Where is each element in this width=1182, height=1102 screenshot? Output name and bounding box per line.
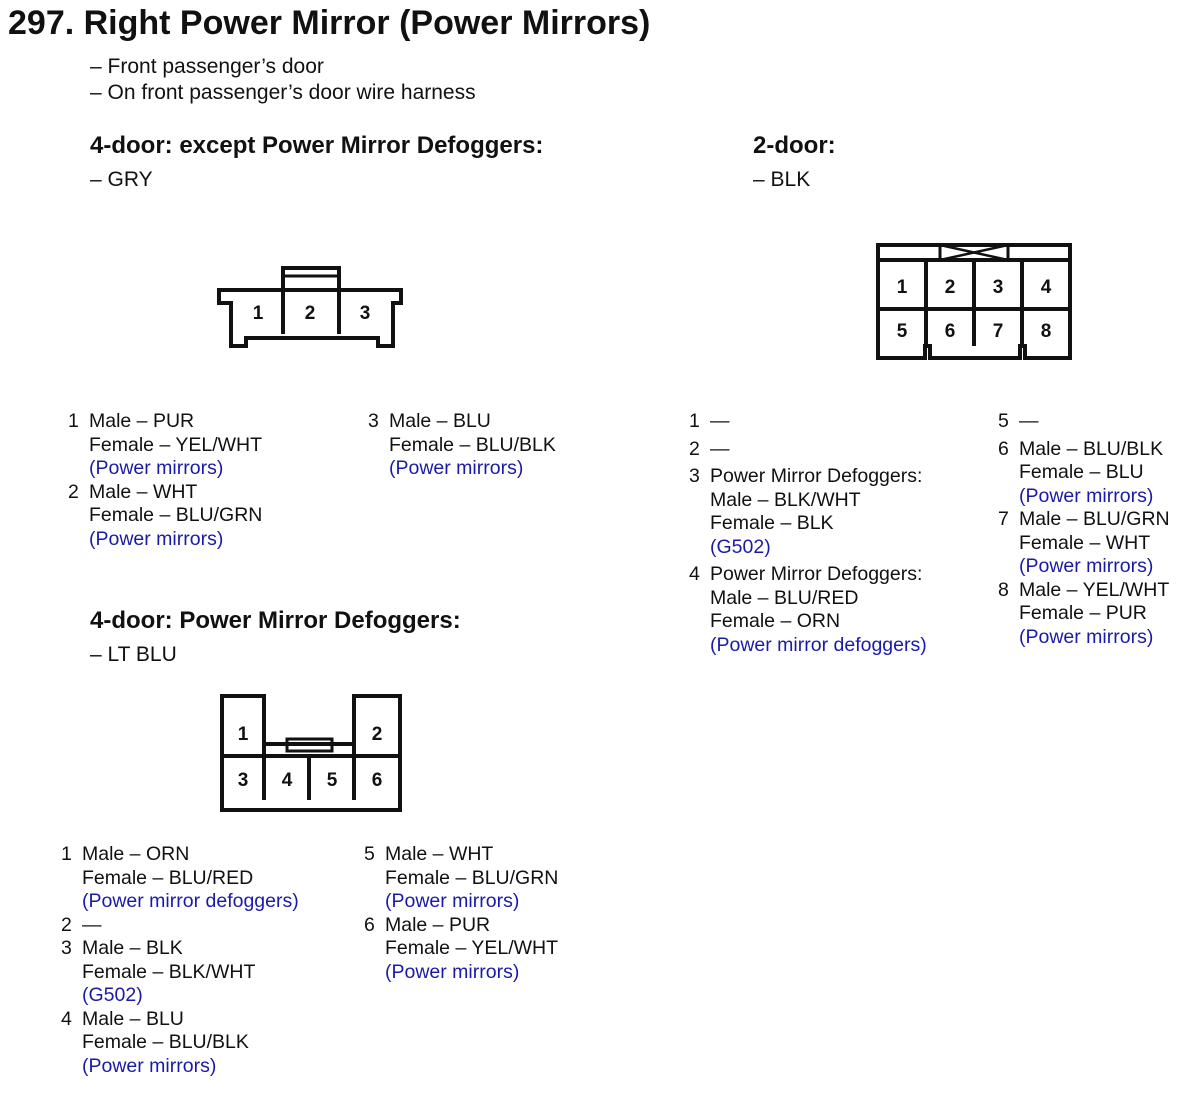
pin-entry: 4 Male – BLU Female – BLU/BLK (Power mirrors) xyxy=(61,1007,249,1077)
cavity-label: 5 xyxy=(896,321,908,342)
location-line: – On front passenger’s door wire harness xyxy=(90,81,476,104)
page-title: 297. Right Power Mirror (Power Mirrors) xyxy=(8,4,651,42)
pin-entry: 2 — xyxy=(689,437,730,460)
connector-a-diagram xyxy=(210,262,410,354)
pin-entry: 6 Male – BLU/BLK Female – BLU (Power mirrors) xyxy=(998,437,1164,507)
pin-entry: 2 — xyxy=(61,913,102,936)
pin-entry: 2 Male – WHT Female – BLU/GRN (Power mirrors) xyxy=(68,480,263,550)
section-b-title: 4-door: Power Mirror Defoggers: xyxy=(90,607,461,634)
cavity-label: 1 xyxy=(237,724,249,745)
pin-entry: 1 Male – PUR Female – YEL/WHT (Power mirrors) xyxy=(68,410,263,479)
pin-entry: 3 Male – BLK Female – BLK/WHT (G502) xyxy=(61,937,256,1006)
pin-entry: 7 Male – BLU/GRN Female – WHT (Power mirrors) xyxy=(998,508,1170,577)
connector-b-diagram xyxy=(214,690,408,818)
pin-entry: 4 Power Mirror Defoggers: Male – BLU/RED Female – ORN (Power mirror defoggers) xyxy=(689,563,927,656)
cavity-label: 6 xyxy=(944,321,956,342)
location-line: – Front passenger’s door xyxy=(90,55,324,78)
pin-entry: 5 Male – WHT Female – BLU/GRN (Power mirrors) xyxy=(364,843,559,912)
section-a-pins-right xyxy=(368,410,556,481)
section-a-title: 4-door: except Power Mirror Defoggers: xyxy=(90,132,544,159)
pin-entry: 1 — xyxy=(689,410,730,432)
cavity-label: 3 xyxy=(992,277,1004,298)
cavity-label: 3 xyxy=(237,770,249,791)
section-c-pins-right xyxy=(998,410,1170,649)
connector-c-diagram xyxy=(870,236,1080,366)
section-b-pins-left xyxy=(61,843,299,1078)
cavity-label: 6 xyxy=(371,770,383,791)
cavity-label: 2 xyxy=(371,724,383,745)
cavity-label: 1 xyxy=(896,277,908,298)
section-c-color: – BLK xyxy=(753,168,811,191)
section-c-pins-left xyxy=(689,410,927,657)
pin-entry: 3 Male – BLU Female – BLU/BLK (Power mirrors) xyxy=(368,410,556,479)
cavity-label: 4 xyxy=(281,770,293,791)
pin-entry: 3 Power Mirror Defoggers: Male – BLK/WHT Female – BLK (G502) xyxy=(689,465,923,558)
cavity-label: 5 xyxy=(326,770,338,791)
section-a-color: – GRY xyxy=(90,168,153,191)
section-b-color: – LT BLU xyxy=(90,643,177,666)
section-b-pins-right xyxy=(364,843,558,984)
cavity-label: 4 xyxy=(1040,277,1052,298)
pin-entry: 6 Male – PUR Female – YEL/WHT (Power mirrors) xyxy=(364,913,559,983)
location-notes xyxy=(90,54,476,106)
section-c-title: 2-door: xyxy=(753,132,836,159)
section-a-pins-left xyxy=(68,410,262,551)
cavity-label: 7 xyxy=(992,321,1004,342)
pin-entry: 5 — xyxy=(998,410,1039,432)
cavity-label: 8 xyxy=(1040,321,1052,342)
cavity-label: 1 xyxy=(252,303,264,324)
pin-entry: 8 Male – YEL/WHT Female – PUR (Power mirrors) xyxy=(998,578,1170,648)
cavity-label: 3 xyxy=(359,303,371,324)
cavity-label: 2 xyxy=(304,303,316,324)
cavity-label: 2 xyxy=(944,277,956,298)
pin-entry: 1 Male – ORN Female – BLU/RED (Power mirror defoggers) xyxy=(61,843,299,912)
